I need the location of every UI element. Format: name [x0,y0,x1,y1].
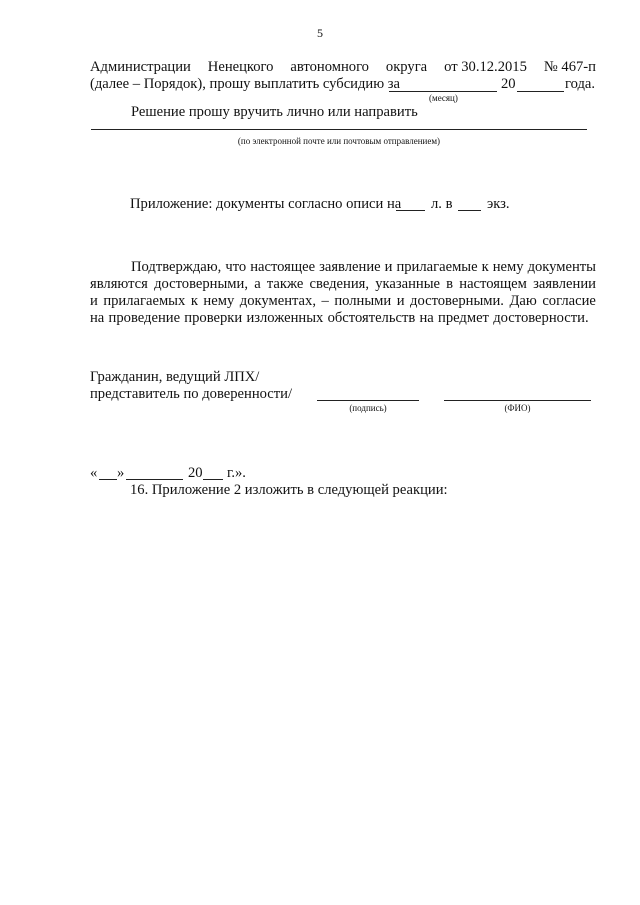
word: прилагаемых [103,293,186,309]
date-month-blank[interactable] [126,479,183,480]
full-name-caption: (ФИО) [504,403,531,413]
word: и [396,293,405,309]
decision-text: Решение прошу вручить лично или направить [131,104,418,120]
word: заявлении [533,276,596,292]
word: настоящее [250,259,316,275]
full-name-blank[interactable] [444,400,591,401]
signer-role-line-2: представитель по доверенности/ [90,386,293,402]
date-close-quote: » [117,465,125,481]
word: согласие [542,293,596,309]
word: и [384,259,393,275]
word: что [225,259,247,275]
word: Подтверждаю, [131,259,222,275]
word: – [321,293,329,309]
word: нему [492,259,524,275]
month-caption: (месяц) [429,93,458,103]
confirmation-line-1 [131,259,596,276]
decision-blank[interactable] [91,129,587,130]
signature-caption: (подпись) [349,403,387,413]
word: прилагаемые [396,259,478,275]
word: настоящем [459,276,527,292]
word: документах, [239,293,316,309]
word: являются [90,276,148,292]
word: к [190,293,198,309]
word: документы [527,259,596,275]
word: также [266,276,304,292]
year-word: года. [565,76,596,92]
word: полными [334,293,392,309]
word: в [446,276,454,292]
word: достоверными. [410,293,504,309]
word: округа [385,59,428,75]
word: предмет [438,310,489,326]
word: от 30.12.2015 [444,59,527,75]
date-year-blank[interactable] [203,479,223,480]
intro-line-2-start: (далее – Порядок), прошу выплатить субсидию за [90,76,401,92]
word: обстоятельств [327,310,416,326]
word: достоверности. [493,310,589,326]
word: указанные [375,276,440,292]
month-blank[interactable] [389,91,497,92]
attachment-suffix: экз. [487,196,510,212]
word: а [254,276,261,292]
decision-caption: (по электронной почте или почтовым отправлением) [237,136,441,146]
word: к [481,259,489,275]
signature-blank[interactable] [317,400,419,401]
word: Администрации [90,59,191,75]
word: автономного [290,59,369,75]
date-open-quote: « [90,465,98,481]
attachment-middle: л. в [431,196,453,212]
word: изложенных [246,310,324,326]
word: сведения, [309,276,369,292]
word: на [419,310,434,326]
item-16: 16. Приложение 2 изложить в следующей реакции: [130,482,448,498]
confirmation-line-3 [90,293,596,310]
confirmation-line-4 [90,310,589,327]
word: и [90,293,98,309]
word: проведение [108,310,181,326]
word: на [90,310,105,326]
intro-line-1 [90,59,596,76]
year-prefix: 20 [501,76,516,92]
copies-blank[interactable] [458,210,481,211]
word: достоверными, [154,276,248,292]
date-end: г.». [227,465,246,481]
word: нему [203,293,235,309]
confirmation-line-2 [90,276,596,293]
date-year-prefix: 20 [188,465,203,481]
word: Ненецкого [207,59,274,75]
word: проверки [184,310,243,326]
pages-blank[interactable] [396,210,425,211]
day-blank[interactable] [99,479,117,480]
word: Даю [509,293,537,309]
signer-role-line-1: Гражданин, ведущий ЛПХ/ [90,369,260,385]
year-blank[interactable] [517,91,564,92]
word: заявление [319,259,381,275]
page-number: 5 [317,26,323,40]
word: № 467-п [543,59,596,75]
attachment-prefix: Приложение: документы согласно описи на [130,196,402,212]
